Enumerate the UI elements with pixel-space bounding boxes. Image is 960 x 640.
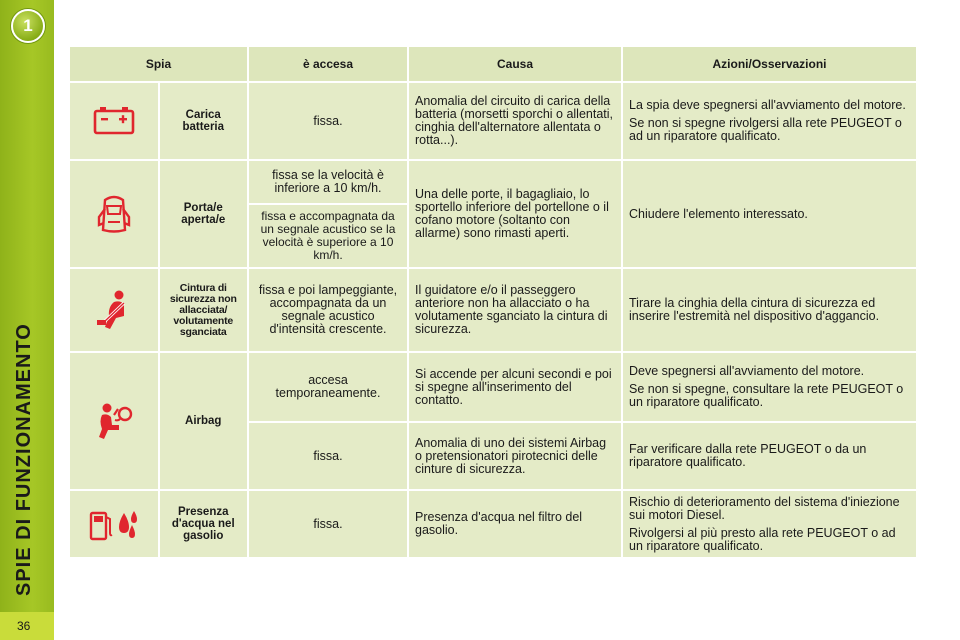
light-cause: Anomalia del circuito di carica della batteria (morsetti sporchi o allentati, cinghia dell'alternatore allentata o rotta...). bbox=[408, 82, 622, 160]
table-row bbox=[69, 82, 917, 160]
action-text: Rischio di deterioramento del sistema d'iniezione sui motori Diesel. bbox=[629, 494, 900, 522]
warning-lights-table bbox=[68, 45, 918, 559]
light-cause: Una delle porte, il bagagliaio, lo sportello inferiore del portellone o il cofano motore (soltanto con allarme) sono rimasti aperti. bbox=[408, 160, 622, 268]
action-text: Chiudere l'elemento interessato. bbox=[629, 206, 808, 221]
light-name: Presenza d'acqua nel gasolio bbox=[159, 490, 249, 558]
light-action bbox=[622, 490, 917, 558]
battery-icon bbox=[69, 82, 159, 160]
light-name: Airbag bbox=[159, 352, 249, 490]
door-open-icon bbox=[69, 160, 159, 268]
page-number: 36 bbox=[17, 619, 31, 633]
light-action bbox=[622, 352, 917, 422]
light-cause: Si accende per alcuni secondi e poi si spegne all'inserimento del contatto. bbox=[408, 352, 622, 422]
header-actions: Azioni/Osservazioni bbox=[622, 46, 917, 82]
light-state: fissa. bbox=[248, 422, 408, 490]
light-state: fissa e accompagnata da un segnale acustico se la velocità è superiore a 10 km/h. bbox=[248, 204, 408, 268]
light-cause: Il guidatore e/o il passeggero anteriore non ha allacciato o ha volutamente sganciato la cintura di sicurezza. bbox=[408, 268, 622, 352]
action-text: Se non si spegne, consultare la rete PEUGEOT o un riparatore qualificato. bbox=[629, 382, 904, 409]
action-text: Tirare la cinghia della cintura di sicurezza ed inserire l'estremità nel dispositivo d'aggancio. bbox=[629, 296, 880, 323]
action-text: Far verificare dalla rete PEUGEOT o da un riparatore qualificato. bbox=[629, 442, 867, 469]
light-name: Cintura di sicurezza non allacciata/ volutamente sganciata bbox=[159, 268, 249, 352]
light-name: Porta/e aperta/e bbox=[159, 160, 249, 268]
light-state: fissa e poi lampeggiante, accompagnata da un segnale acustico d'intensità crescente. bbox=[248, 268, 408, 352]
light-state: fissa se la velocità è inferiore a 10 km/h. bbox=[248, 160, 408, 204]
light-cause: Presenza d'acqua nel filtro del gasolio. bbox=[408, 490, 622, 558]
light-cause: Anomalia di uno dei sistemi Airbag o pretensionatori pirotecnici delle cinture di sicurezza. bbox=[408, 422, 622, 490]
light-state: fissa. bbox=[248, 490, 408, 558]
light-state: fissa. bbox=[248, 82, 408, 160]
header-cause: Causa bbox=[408, 46, 622, 82]
light-action bbox=[622, 82, 917, 160]
airbag-icon bbox=[69, 352, 159, 490]
action-text: Se non si spegne rivolgersi alla rete PEUGEOT o ad un riparatore qualificato. bbox=[629, 116, 902, 143]
action-text: Rivolgersi al più presto alla rete PEUGEOT o ad un riparatore qualificato. bbox=[629, 525, 896, 553]
section-title: SPIE DI FUNZIONAMENTO bbox=[13, 323, 35, 596]
action-text: La spia deve spegnersi all'avviamento del motore. bbox=[629, 98, 906, 112]
light-action bbox=[622, 422, 917, 490]
light-action bbox=[622, 160, 917, 268]
table-row bbox=[69, 352, 917, 422]
light-state: accesa temporaneamente. bbox=[248, 352, 408, 422]
header-state: è accesa bbox=[248, 46, 408, 82]
table-row bbox=[69, 490, 917, 558]
chapter-badge: 1 bbox=[11, 9, 45, 43]
table-row bbox=[69, 268, 917, 352]
table-header-row bbox=[69, 46, 917, 82]
table-row bbox=[69, 160, 917, 204]
seatbelt-icon bbox=[69, 268, 159, 352]
water-in-diesel-icon bbox=[69, 490, 159, 558]
light-name: Carica batteria bbox=[159, 82, 249, 160]
light-action bbox=[622, 268, 917, 352]
header-spia: Spia bbox=[69, 46, 248, 82]
action-text: Deve spegnersi all'avviamento del motore. bbox=[629, 364, 865, 378]
warning-lights-table-wrap bbox=[68, 45, 916, 559]
